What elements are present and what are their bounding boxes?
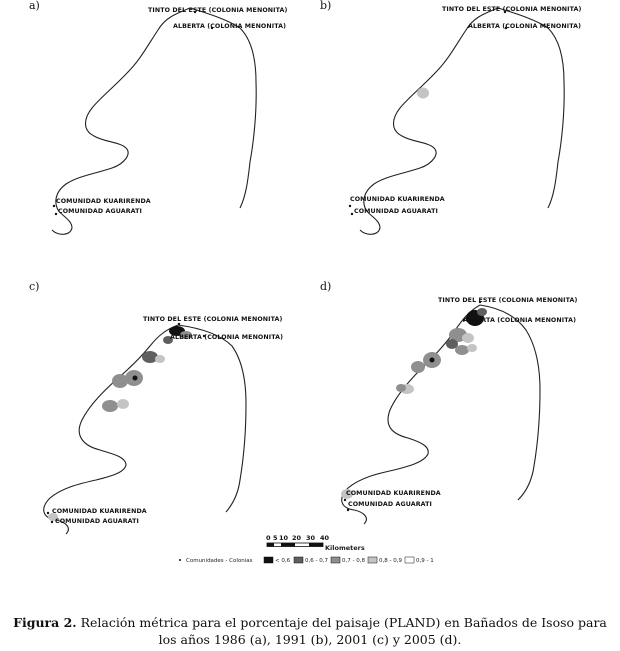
label-tinto-del-este: TINTO DEL ESTE (COLONIA MENONITA) (442, 6, 582, 13)
patch (102, 400, 118, 412)
label-aguarati: COMUNIDAD AGUARATI (354, 208, 438, 215)
scale-tick: 30 (306, 534, 316, 542)
label-kuarirenda: COMUNIDAD KUARIRENDA (56, 198, 151, 205)
scale-bar-segment (281, 543, 295, 547)
patch (455, 345, 469, 355)
legend-swatch (264, 557, 273, 563)
map-panel-c (0, 280, 310, 540)
legend-class-label: 0,8 - 0,9 (379, 558, 402, 564)
figure-label: Figura 2. (13, 615, 77, 630)
label-alberta: ALBERTA (COLONIA MENONITA) (170, 334, 284, 341)
patch (155, 355, 165, 363)
label-aguarati: COMUNIDAD AGUARATI (348, 501, 432, 508)
scale-legend (150, 530, 470, 570)
label-kuarirenda: COMUNIDAD KUARIRENDA (346, 490, 441, 497)
scale-legend-graphic (150, 530, 470, 570)
patch (142, 351, 158, 363)
scale-tick: 40 (320, 534, 330, 542)
panel-letter: d) (320, 280, 332, 293)
patch (112, 374, 128, 388)
label-kuarirenda: COMUNIDAD KUARIRENDA (350, 196, 445, 203)
label-aguarati: COMUNIDAD AGUARATI (58, 208, 142, 215)
patch (477, 308, 487, 316)
legend-class-label: 0,7 - 0,8 (342, 558, 365, 564)
scale-tick: 0 (266, 534, 271, 542)
patch (430, 358, 435, 363)
figure-caption (0, 614, 620, 648)
legend-swatch (368, 557, 377, 563)
map-outline (310, 280, 620, 540)
label-kuarirenda: COMUNIDAD KUARIRENDA (52, 508, 147, 515)
patch (417, 88, 429, 99)
label-tinto-del-este: TINTO DEL ESTE (COLONIA MENONITA) (148, 7, 288, 14)
legend-class-label: 0,6 - 0,7 (305, 558, 328, 564)
legend-point-label: Comunidades - Colonias (186, 558, 253, 564)
label-aguarati: COMUNIDAD AGUARATI (55, 518, 139, 525)
scale-bar-segment (267, 543, 274, 547)
map-panel-b (310, 0, 620, 270)
legend-swatch (294, 557, 303, 563)
legend-swatch (405, 557, 414, 563)
scale-tick: 5 (273, 534, 278, 542)
panel-letter: c) (29, 280, 40, 293)
patch (117, 399, 129, 409)
label-alberta: ALBERTA (COLONIA MENONITA) (463, 317, 577, 324)
map-panel-d (310, 280, 620, 540)
scale-unit: Kilometers (325, 544, 365, 552)
panel-letter: a) (29, 0, 40, 12)
label-tinto-del-este: TINTO DEL ESTE (COLONIA MENONITA) (143, 316, 283, 323)
map-outline (310, 0, 620, 270)
map-panel-a (0, 0, 310, 270)
patch (411, 361, 425, 373)
scale-tick: 10 (279, 534, 289, 542)
panel-letter: b) (320, 0, 332, 12)
legend-class-label: < 0,6 (275, 558, 291, 564)
label-alberta: ALBERTA (COLONIA MENONITA) (173, 23, 287, 30)
map-outline (0, 280, 310, 540)
legend-swatch (331, 557, 340, 563)
patch (467, 344, 477, 352)
scale-tick: 20 (292, 534, 302, 542)
caption-line-1 (0, 614, 620, 631)
legend-class-label: 0,9 - 1 (416, 558, 434, 564)
label-tinto-del-este: TINTO DEL ESTE (COLONIA MENONITA) (438, 297, 578, 304)
map-outline (0, 0, 310, 270)
caption-line-2: los años 1986 (a), 1991 (b), 2001 (c) y 2005 (d). (158, 632, 462, 647)
patch (462, 333, 474, 343)
caption-text-1: Relación métrica para el porcentaje del paisaje (PLAND) en Bañados de Isoso para (80, 615, 607, 630)
patch (396, 384, 406, 392)
patch (133, 376, 138, 381)
scale-bar-segment (309, 543, 323, 547)
label-alberta: ALBERTA (COLONIA MENONITA) (468, 23, 582, 30)
